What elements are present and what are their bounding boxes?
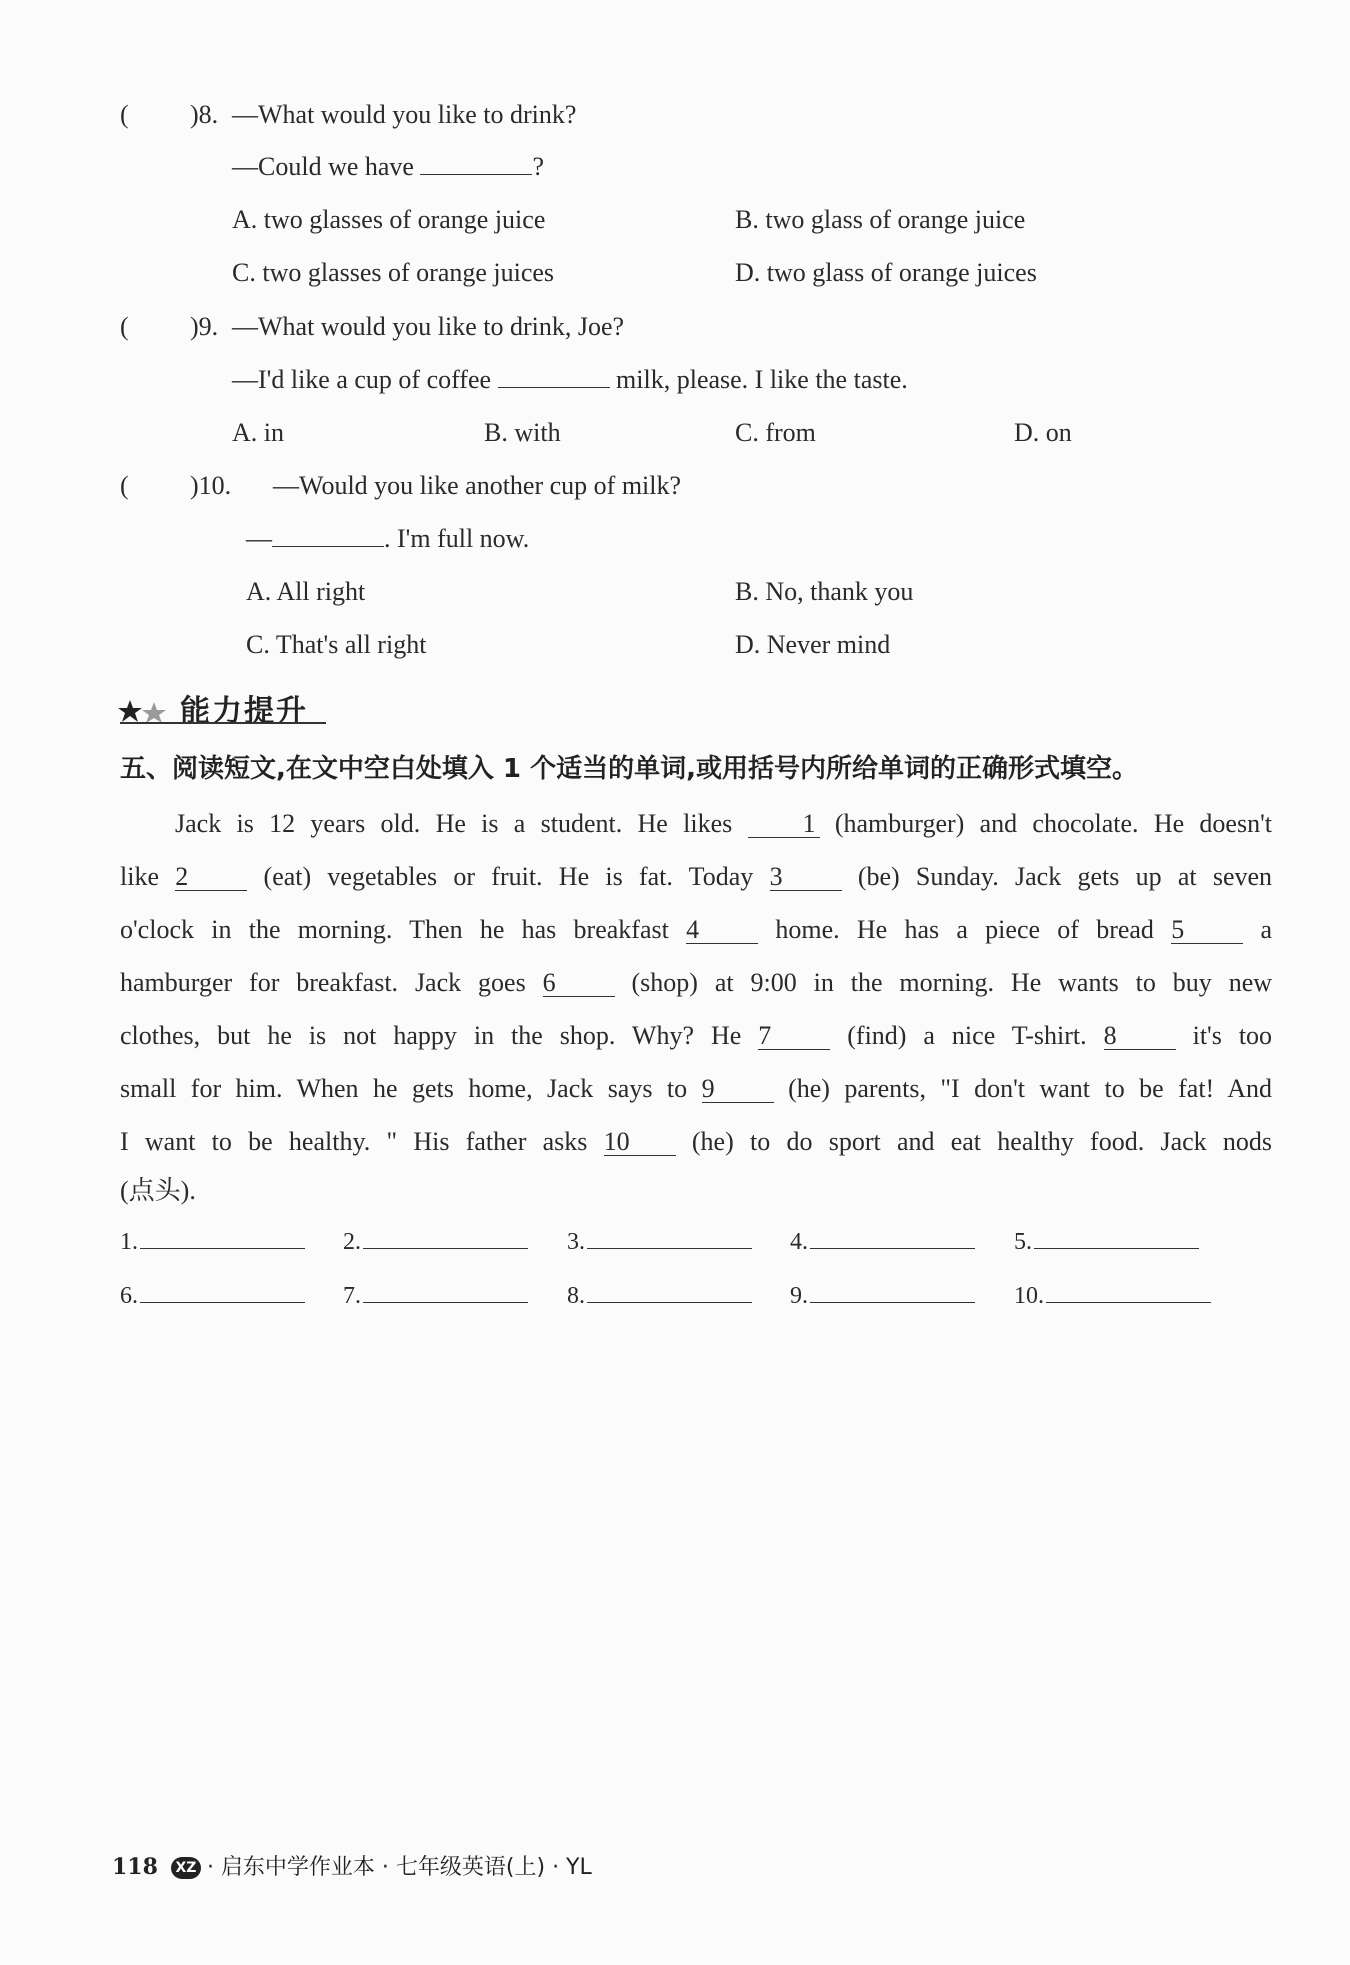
answer-line[interactable] xyxy=(587,1282,752,1303)
passage-blank-9[interactable]: 9 xyxy=(702,1076,774,1103)
answer-8[interactable] xyxy=(567,1281,752,1311)
q9-number: )9. xyxy=(190,312,219,341)
answer-3[interactable] xyxy=(567,1227,752,1257)
answer-line[interactable] xyxy=(363,1282,528,1303)
answer-7[interactable] xyxy=(343,1281,528,1311)
passage-blank-6[interactable]: 6 xyxy=(543,970,615,997)
passage-text: it's too xyxy=(1192,1021,1273,1050)
page-number: 118 xyxy=(112,1854,158,1880)
answer-line[interactable] xyxy=(810,1228,975,1249)
q8-prompt: —What would you like to drink? xyxy=(232,100,577,129)
answer-10[interactable] xyxy=(1014,1281,1211,1311)
q9-prompt: —What would you like to drink, Joe? xyxy=(232,312,625,341)
answer-number: 8. xyxy=(567,1283,585,1309)
q9-reply-end: milk, please. I like the taste. xyxy=(616,365,908,394)
passage-blank-3[interactable]: 3 xyxy=(770,864,842,891)
passage-text: like xyxy=(120,862,159,891)
passage-text: small for him. When he gets home, Jack says to xyxy=(120,1074,688,1103)
passage-line-2 xyxy=(120,850,1272,903)
passage-blank-4[interactable]: 4 xyxy=(686,917,758,944)
passage-text: (eat) vegetables or fruit. He is fat. Today xyxy=(263,862,754,891)
q8-number: )8. xyxy=(190,100,219,129)
page-footer xyxy=(112,1850,592,1881)
answer-line[interactable] xyxy=(1034,1228,1199,1249)
q9-option-b[interactable]: B. with xyxy=(484,418,561,447)
answer-number: 10. xyxy=(1014,1283,1044,1309)
passage-text: (he) to do sport and eat healthy food. Jack nods xyxy=(691,1127,1273,1156)
passage-text: (find) a nice T-shirt. xyxy=(847,1021,1087,1050)
q10-number: )10. xyxy=(190,471,232,500)
passage-text: (hamburger) and chocolate. He doesn't xyxy=(834,809,1273,838)
q9-option-d[interactable]: D. on xyxy=(1014,418,1072,447)
q8-blank[interactable] xyxy=(420,174,532,175)
passage-text: (he) parents, "I don't want to be fat! And xyxy=(788,1074,1273,1103)
answer-number: 1. xyxy=(120,1229,138,1255)
passage-text: o'clock in the morning. Then he has breakfast xyxy=(120,915,669,944)
passage-blank-10[interactable]: 10 xyxy=(604,1129,676,1156)
q10-reply-text: — xyxy=(246,524,272,553)
answer-line[interactable] xyxy=(810,1282,975,1303)
answer-line[interactable] xyxy=(363,1228,528,1249)
answer-number: 2. xyxy=(343,1229,361,1255)
answer-9[interactable] xyxy=(790,1281,975,1311)
q9-reply-text: —I'd like a cup of coffee xyxy=(232,365,492,394)
section-instruction: 五、阅读短文,在文中空白处填入 1 个适当的单词,或用括号内所给单词的正确形式填空。 xyxy=(120,754,1138,784)
q8-reply-text: —Could we have xyxy=(232,152,414,181)
passage-text: home. He has a piece of bread xyxy=(775,915,1154,944)
q8-reply xyxy=(232,150,544,184)
q10-option-d[interactable]: D. Never mind xyxy=(735,630,891,659)
passage-text: I want to be healthy. " His father asks xyxy=(120,1127,588,1156)
passage-text: (be) Sunday. Jack gets up at seven xyxy=(857,862,1273,891)
passage-line-1 xyxy=(120,797,1272,850)
passage-blank-2[interactable]: 2 xyxy=(175,864,247,891)
q9-option-c[interactable]: C. from xyxy=(735,418,816,447)
q9-option-a[interactable]: A. in xyxy=(232,418,284,447)
stars-icon xyxy=(118,698,174,724)
answer-line[interactable] xyxy=(1046,1282,1211,1303)
q10-option-a[interactable]: A. All right xyxy=(246,577,366,606)
passage-text: (shop) at 9:00 in the morning. He wants to buy new xyxy=(631,968,1273,997)
passage-line-8: (点头). xyxy=(120,1176,196,1205)
answer-number: 4. xyxy=(790,1229,808,1255)
passage-line-3 xyxy=(120,903,1272,956)
q8-option-a[interactable]: A. two glasses of orange juice xyxy=(232,205,546,234)
answer-1[interactable] xyxy=(120,1227,305,1257)
passage-blank-8[interactable]: 8 xyxy=(1104,1023,1176,1050)
answer-number: 3. xyxy=(567,1229,585,1255)
answer-number: 9. xyxy=(790,1283,808,1309)
q9-reply xyxy=(232,363,908,397)
answer-5[interactable] xyxy=(1014,1227,1199,1257)
passage-line-4 xyxy=(120,956,1272,1009)
section-underline xyxy=(120,722,326,724)
answer-6[interactable] xyxy=(120,1281,305,1311)
q10-option-c[interactable]: C. That's all right xyxy=(246,630,427,659)
answer-number: 5. xyxy=(1014,1229,1032,1255)
footer-text: · 启东中学作业本 · 七年级英语(上) · YL xyxy=(206,1855,592,1880)
q10-option-b[interactable]: B. No, thank you xyxy=(735,577,914,606)
answer-line[interactable] xyxy=(140,1282,305,1303)
q8-reply-end: ? xyxy=(532,152,545,181)
passage-line-5 xyxy=(120,1009,1272,1062)
passage-blank-1[interactable]: 1 xyxy=(748,811,820,838)
q10-reply-end: . I'm full now. xyxy=(384,524,530,553)
q8-option-c[interactable]: C. two glasses of orange juices xyxy=(232,258,555,287)
q10-answer-bracket[interactable]: ( xyxy=(120,471,129,500)
passage-text: Jack is 12 years old. He is a student. He likes xyxy=(175,809,733,838)
q9-blank[interactable] xyxy=(498,387,610,388)
publisher-badge: XZ xyxy=(171,1857,201,1879)
passage-blank-7[interactable]: 7 xyxy=(758,1023,830,1050)
q8-answer-bracket[interactable]: ( xyxy=(120,100,129,129)
q10-blank[interactable] xyxy=(272,546,384,547)
passage-text: hamburger for breakfast. Jack goes xyxy=(120,968,526,997)
answer-number: 6. xyxy=(120,1283,138,1309)
answer-4[interactable] xyxy=(790,1227,975,1257)
answer-line[interactable] xyxy=(140,1228,305,1249)
q10-reply xyxy=(246,522,529,556)
q8-option-d[interactable]: D. two glass of orange juices xyxy=(735,258,1037,287)
answer-line[interactable] xyxy=(587,1228,752,1249)
passage-line-6 xyxy=(120,1062,1272,1115)
q8-option-b[interactable]: B. two glass of orange juice xyxy=(735,205,1026,234)
passage-line-7 xyxy=(120,1115,1272,1168)
passage-text: a xyxy=(1260,915,1273,944)
q10-prompt: —Would you like another cup of milk? xyxy=(273,471,682,500)
passage-blank-5[interactable]: 5 xyxy=(1171,917,1243,944)
passage-text: clothes, but he is not happy in the shop. Why? He xyxy=(120,1021,742,1050)
answer-2[interactable] xyxy=(343,1227,528,1257)
answer-number: 7. xyxy=(343,1283,361,1309)
q9-answer-bracket[interactable]: ( xyxy=(120,312,129,341)
section-title: 能力提升 xyxy=(180,694,308,729)
